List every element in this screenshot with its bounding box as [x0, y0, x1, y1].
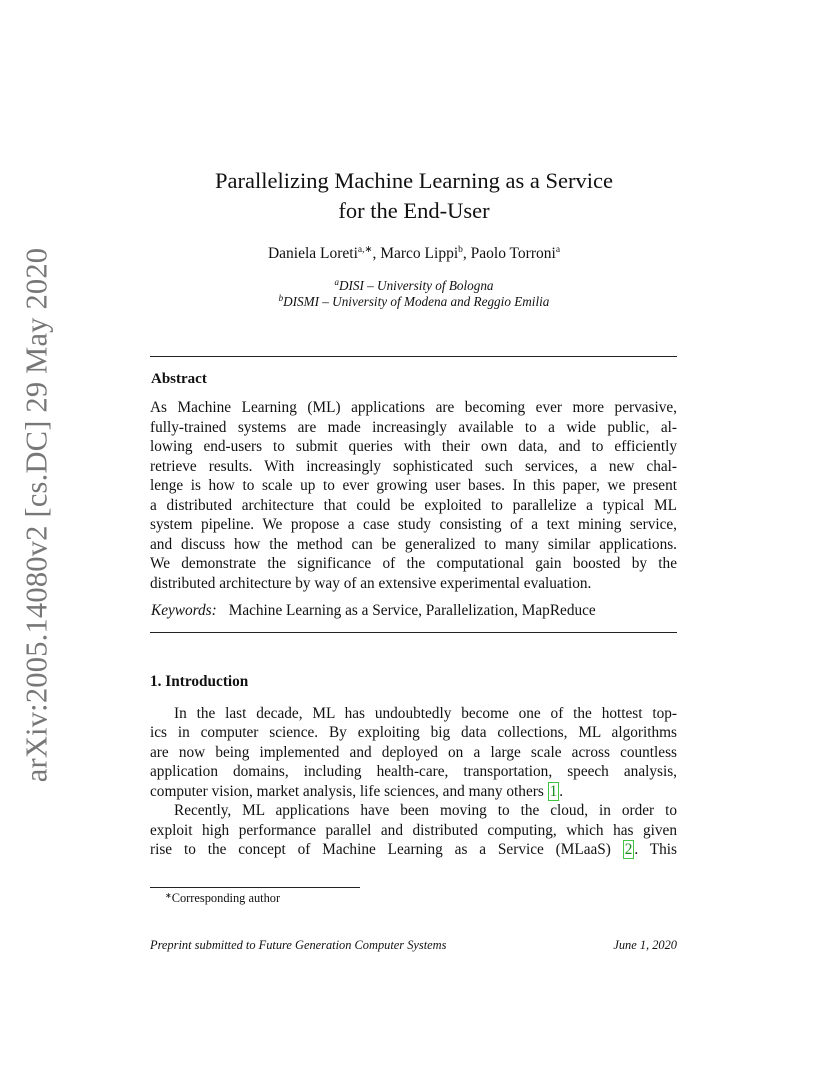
abstract-line: retrieve results. With increasingly sophisticated such services, a new chal- — [150, 458, 677, 475]
paper-title-line-2: for the End-User — [338, 198, 490, 223]
affiliation-mark: b — [278, 293, 284, 303]
body-line: Recently, ML applications have been moving to the cloud, in order to — [174, 802, 677, 819]
footer-venue: Preprint submitted to Future Generation Computer Systems — [150, 938, 447, 952]
abstract-line: and discuss how the method can be generalized to many similar applications. — [150, 536, 677, 553]
body-text: computer vision, market analysis, life sciences, and many others — [150, 783, 544, 800]
abstract-line: We demonstrate the significance of the computational gain boosted by the — [150, 555, 677, 572]
body-line — [150, 840, 677, 860]
author-affiliation-mark: a — [555, 245, 561, 255]
body-line: are now being implemented and deployed on a large scale across countless — [150, 744, 677, 761]
affiliation — [0, 277, 828, 294]
abstract-line: lenge is how to scale up to ever growing user bases. In this paper, we present — [150, 477, 677, 494]
abstract-line: fully-trained systems are made increasingly available to a wide public, al- — [150, 419, 677, 436]
body-line — [150, 782, 677, 802]
keywords-label: Keywords: — [151, 602, 217, 619]
footnote — [165, 891, 280, 906]
body-line: exploit high performance parallel and distributed computing, which has given — [150, 822, 677, 839]
author-name: Marco Lippi — [380, 245, 459, 262]
keywords-text: Machine Learning as a Service, Parallelization, MapReduce — [228, 602, 596, 619]
abstract-line: As Machine Learning (ML) applications are becoming ever more pervasive, — [150, 399, 677, 416]
citation-link[interactable]: 1 — [549, 783, 558, 800]
section-heading-introduction: 1. Introduction — [150, 673, 249, 690]
abstract-bottom-rule — [150, 632, 677, 633]
affiliation-text: DISMI – University of Modena and Reggio Emilia — [283, 294, 550, 309]
abstract-top-rule — [150, 356, 677, 357]
footer-date: June 1, 2020 — [613, 938, 677, 952]
author-name: Paolo Torroni — [470, 245, 556, 262]
abstract-line: distributed architecture by way of an extensive experimental evaluation. — [150, 575, 592, 592]
footnote-mark: ∗ — [165, 891, 172, 900]
affiliation — [0, 293, 828, 310]
abstract-heading: Abstract — [151, 371, 207, 387]
abstract-line: a distributed architecture that could be exploited to parallelize a typical ML — [150, 497, 677, 514]
body-text: rise to the concept of Machine Learning as a Service (MLaaS) — [150, 841, 611, 858]
author-affiliation-mark: a,∗ — [357, 245, 373, 255]
abstract-line: system pipeline. We propose a case study consisting of a text mining service, — [150, 516, 677, 533]
keywords — [151, 602, 596, 620]
body-line: In the last decade, ML has undoubtedly become one of the hottest top- — [174, 705, 677, 722]
body-text: . — [559, 783, 564, 800]
author-name: Daniela Loreti — [267, 245, 358, 262]
citation-link[interactable]: 2 — [624, 841, 633, 858]
author-affiliation-mark: b — [458, 245, 463, 255]
footnote-rule — [150, 887, 360, 888]
body-text: . This — [634, 841, 677, 858]
author-list: Daniela Loreti$^{a,∗}$, Marco Lippi$^b$, Paolo Torroni$^a$ — [267, 245, 561, 262]
abstract-line: lowing end-users to submit queries with their own data, and to efficiently — [150, 438, 677, 455]
affiliation-text: DISI – University of Bologna — [338, 278, 494, 293]
arxiv-identifier-sidebar: arXiv:2005.14080v2 [cs.DC] 29 May 2020 — [19, 247, 54, 783]
affiliation-mark: a — [334, 277, 339, 287]
body-line: ics in computer science. By exploiting big data collections, ML algorithms — [150, 724, 677, 741]
paper-title-line-1: Parallelizing Machine Learning as a Service — [215, 168, 613, 193]
body-line: application domains, including health-care, transportation, speech analysis, — [150, 763, 677, 780]
footnote-text: Corresponding author — [171, 891, 281, 905]
